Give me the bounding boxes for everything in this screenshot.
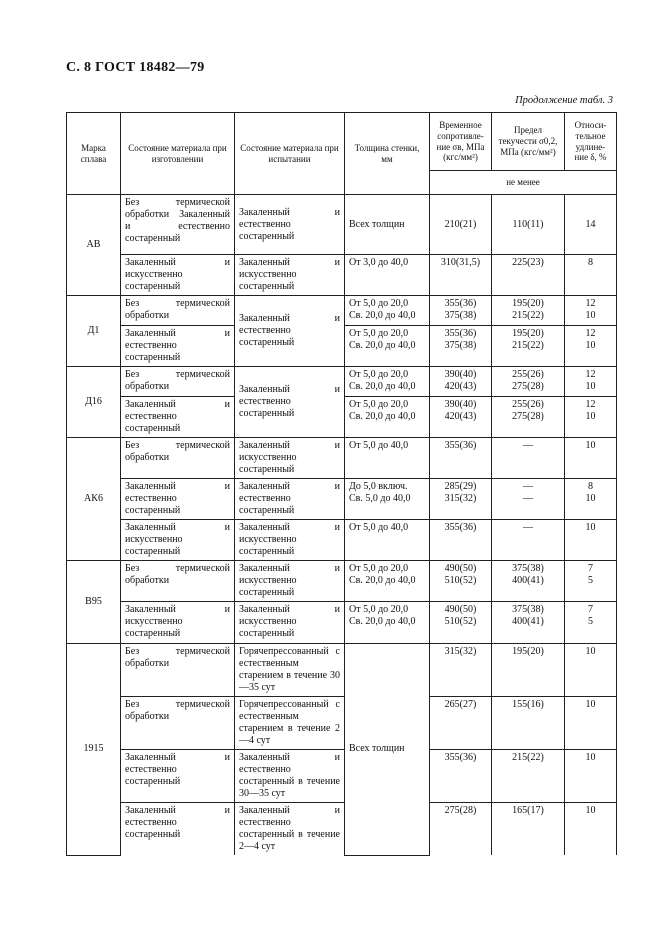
- state-mfg-cell: Без термической обработки: [121, 697, 235, 750]
- wall-cell: От 5,0 до 20,0 Св. 20,0 до 40,0: [345, 397, 430, 438]
- state-test-cell: Закаленный и естественно состаренный: [235, 296, 345, 367]
- yield-cell: 215(22): [492, 750, 565, 803]
- table-row: [67, 697, 617, 750]
- state-mfg-cell: Закаленный и естественно состаренный: [121, 803, 235, 856]
- table-row: [67, 520, 617, 561]
- tensile-cell: 315(32): [430, 644, 492, 697]
- tensile-cell: 310(31,5): [430, 255, 492, 296]
- tensile-cell: 275(28): [430, 803, 492, 856]
- yield-cell: 195(20) 215(22): [492, 296, 565, 326]
- tensile-cell: 355(36): [430, 438, 492, 479]
- tensile-cell: 490(50) 510(52): [430, 602, 492, 644]
- table-row: [67, 644, 617, 697]
- wall-cell: От 5,0 до 20,0 Св. 20,0 до 40,0: [345, 602, 430, 644]
- state-test-cell: Закаленный и искусственно состаренный: [235, 255, 345, 296]
- state-test-cell: Закаленный и искусственно состаренный: [235, 520, 345, 561]
- yield-cell: 375(38) 400(41): [492, 561, 565, 602]
- state-test-cell: Закаленный и естественно состаренный в течение 30—35 сут: [235, 750, 345, 803]
- elong-cell: 10: [565, 520, 617, 561]
- elong-cell: 10: [565, 750, 617, 803]
- tensile-cell: 355(36): [430, 750, 492, 803]
- state-test-cell: Закаленный и естественно состаренный: [235, 479, 345, 520]
- grade-cell: Д16: [67, 367, 121, 438]
- tensile-cell: 390(40) 420(43): [430, 367, 492, 397]
- table-row: [67, 195, 617, 255]
- col-elong-header: Относи-тельное удлине-ние δ, %: [565, 113, 617, 171]
- yield-cell: 155(16): [492, 697, 565, 750]
- table-row: [67, 602, 617, 644]
- elong-cell: 12 10: [565, 296, 617, 326]
- elong-cell: 7 5: [565, 602, 617, 644]
- elong-cell: 10: [565, 697, 617, 750]
- state-test-cell: Горячепрессованный с естественным старением в течение 30—35 сут: [235, 644, 345, 697]
- wall-cell: От 5,0 до 20,0 Св. 20,0 до 40,0: [345, 296, 430, 326]
- state-mfg-cell: Закаленный и искусственно состаренный: [121, 255, 235, 296]
- yield-cell: 255(26) 275(28): [492, 397, 565, 438]
- wall-cell: От 5,0 до 20,0 Св. 20,0 до 40,0: [345, 561, 430, 602]
- grade-cell: Д1: [67, 296, 121, 367]
- col-state-test-header: Состояние материала при испытании: [235, 113, 345, 195]
- state-mfg-cell: Без термической обработки: [121, 367, 235, 397]
- tensile-cell: 355(36): [430, 520, 492, 561]
- tensile-cell: 490(50) 510(52): [430, 561, 492, 602]
- yield-cell: 195(20) 215(22): [492, 326, 565, 367]
- state-test-cell: Закаленный и искусственно состаренный: [235, 602, 345, 644]
- yield-cell: 255(26) 275(28): [492, 367, 565, 397]
- table-continuation-caption: Продолжение табл. 3: [515, 95, 613, 106]
- tensile-cell: 285(29) 315(32): [430, 479, 492, 520]
- wall-cell: От 5,0 до 40,0: [345, 438, 430, 479]
- yield-cell: 110(11): [492, 195, 565, 255]
- wall-cell: От 5,0 до 20,0 Св. 20,0 до 40,0: [345, 367, 430, 397]
- properties-table: [66, 112, 617, 856]
- tensile-cell: 265(27): [430, 697, 492, 750]
- state-test-cell: Закаленный и искусственно состаренный: [235, 438, 345, 479]
- tensile-cell: 210(21): [430, 195, 492, 255]
- wall-cell: От 5,0 до 40,0: [345, 520, 430, 561]
- elong-cell: 10: [565, 438, 617, 479]
- state-mfg-cell: Закаленный и искусственно состаренный: [121, 520, 235, 561]
- state-mfg-cell: Без термической обработки: [121, 644, 235, 697]
- yield-cell: 165(17): [492, 803, 565, 856]
- grade-cell: 1915: [67, 644, 121, 856]
- wall-cell: От 3,0 до 40,0: [345, 255, 430, 296]
- tensile-cell: 355(36) 375(38): [430, 326, 492, 367]
- yield-cell: —: [492, 438, 565, 479]
- wall-cell: От 5,0 до 20,0 Св. 20,0 до 40,0: [345, 326, 430, 367]
- state-test-cell: Закаленный и естественно состаренный в течение 2—4 сут: [235, 803, 345, 856]
- wall-cell: Всех толщин: [345, 644, 430, 856]
- elong-cell: 10: [565, 803, 617, 856]
- elong-cell: 7 5: [565, 561, 617, 602]
- table-row: [67, 367, 617, 397]
- yield-cell: 375(38) 400(41): [492, 602, 565, 644]
- col-grade-header: Марка сплава: [67, 113, 121, 195]
- col-wall-header: Толщина стенки, мм: [345, 113, 430, 195]
- elong-cell: 12 10: [565, 326, 617, 367]
- state-mfg-cell: Без термической обработки: [121, 438, 235, 479]
- table-row: [67, 479, 617, 520]
- elong-cell: 8 10: [565, 479, 617, 520]
- state-test-cell: Закаленный и естественно состаренный: [235, 195, 345, 255]
- state-mfg-cell: Закаленный и естественно состаренный: [121, 326, 235, 367]
- state-mfg-cell: Закаленный и естественно состаренный: [121, 397, 235, 438]
- grade-cell: В95: [67, 561, 121, 644]
- state-test-cell: Горячепрессованный с естественным старением в течение 2—4 сут: [235, 697, 345, 750]
- not-less-header: не менее: [430, 171, 617, 195]
- table-row: [67, 561, 617, 602]
- col-state-mfg-header: Состояние материала при изготовлении: [121, 113, 235, 195]
- table-row: [67, 296, 617, 326]
- yield-cell: —: [492, 520, 565, 561]
- state-mfg-cell: Закаленный и естественно состаренный: [121, 750, 235, 803]
- elong-cell: 12 10: [565, 397, 617, 438]
- grade-cell: АК6: [67, 438, 121, 561]
- elong-cell: 14: [565, 195, 617, 255]
- state-mfg-cell: Без термической обработки: [121, 561, 235, 602]
- table-row: [67, 803, 617, 856]
- wall-cell: До 5,0 включ. Св. 5,0 до 40,0: [345, 479, 430, 520]
- state-mfg-cell: Закаленный и искусственно состаренный: [121, 602, 235, 644]
- elong-cell: 8: [565, 255, 617, 296]
- yield-cell: 225(23): [492, 255, 565, 296]
- col-tensile-header: Временное сопротивле-ние σв, МПа (кгс/мм²): [430, 113, 492, 171]
- state-mfg-cell: Без термической обработки: [121, 296, 235, 326]
- tensile-cell: 355(36) 375(38): [430, 296, 492, 326]
- wall-cell: Всех толщин: [345, 195, 430, 255]
- state-test-cell: Закаленный и искусственно состаренный: [235, 561, 345, 602]
- table-row: [67, 438, 617, 479]
- tensile-cell: 390(40) 420(43): [430, 397, 492, 438]
- yield-cell: — —: [492, 479, 565, 520]
- elong-cell: 12 10: [565, 367, 617, 397]
- grade-cell: АВ: [67, 195, 121, 296]
- page-header: С. 8 ГОСТ 18482—79: [66, 60, 205, 75]
- yield-cell: 195(20): [492, 644, 565, 697]
- table-row: [67, 750, 617, 803]
- elong-cell: 10: [565, 644, 617, 697]
- state-mfg-cell: Закаленный и естественно состаренный: [121, 479, 235, 520]
- col-yield-header: Предел текучести σ0,2, МПа (кгс/мм²): [492, 113, 565, 171]
- table-row: [67, 255, 617, 296]
- state-test-cell: Закаленный и естественно состаренный: [235, 367, 345, 438]
- state-mfg-cell: Без термической обработки Закаленный и естественно состаренный: [121, 195, 235, 255]
